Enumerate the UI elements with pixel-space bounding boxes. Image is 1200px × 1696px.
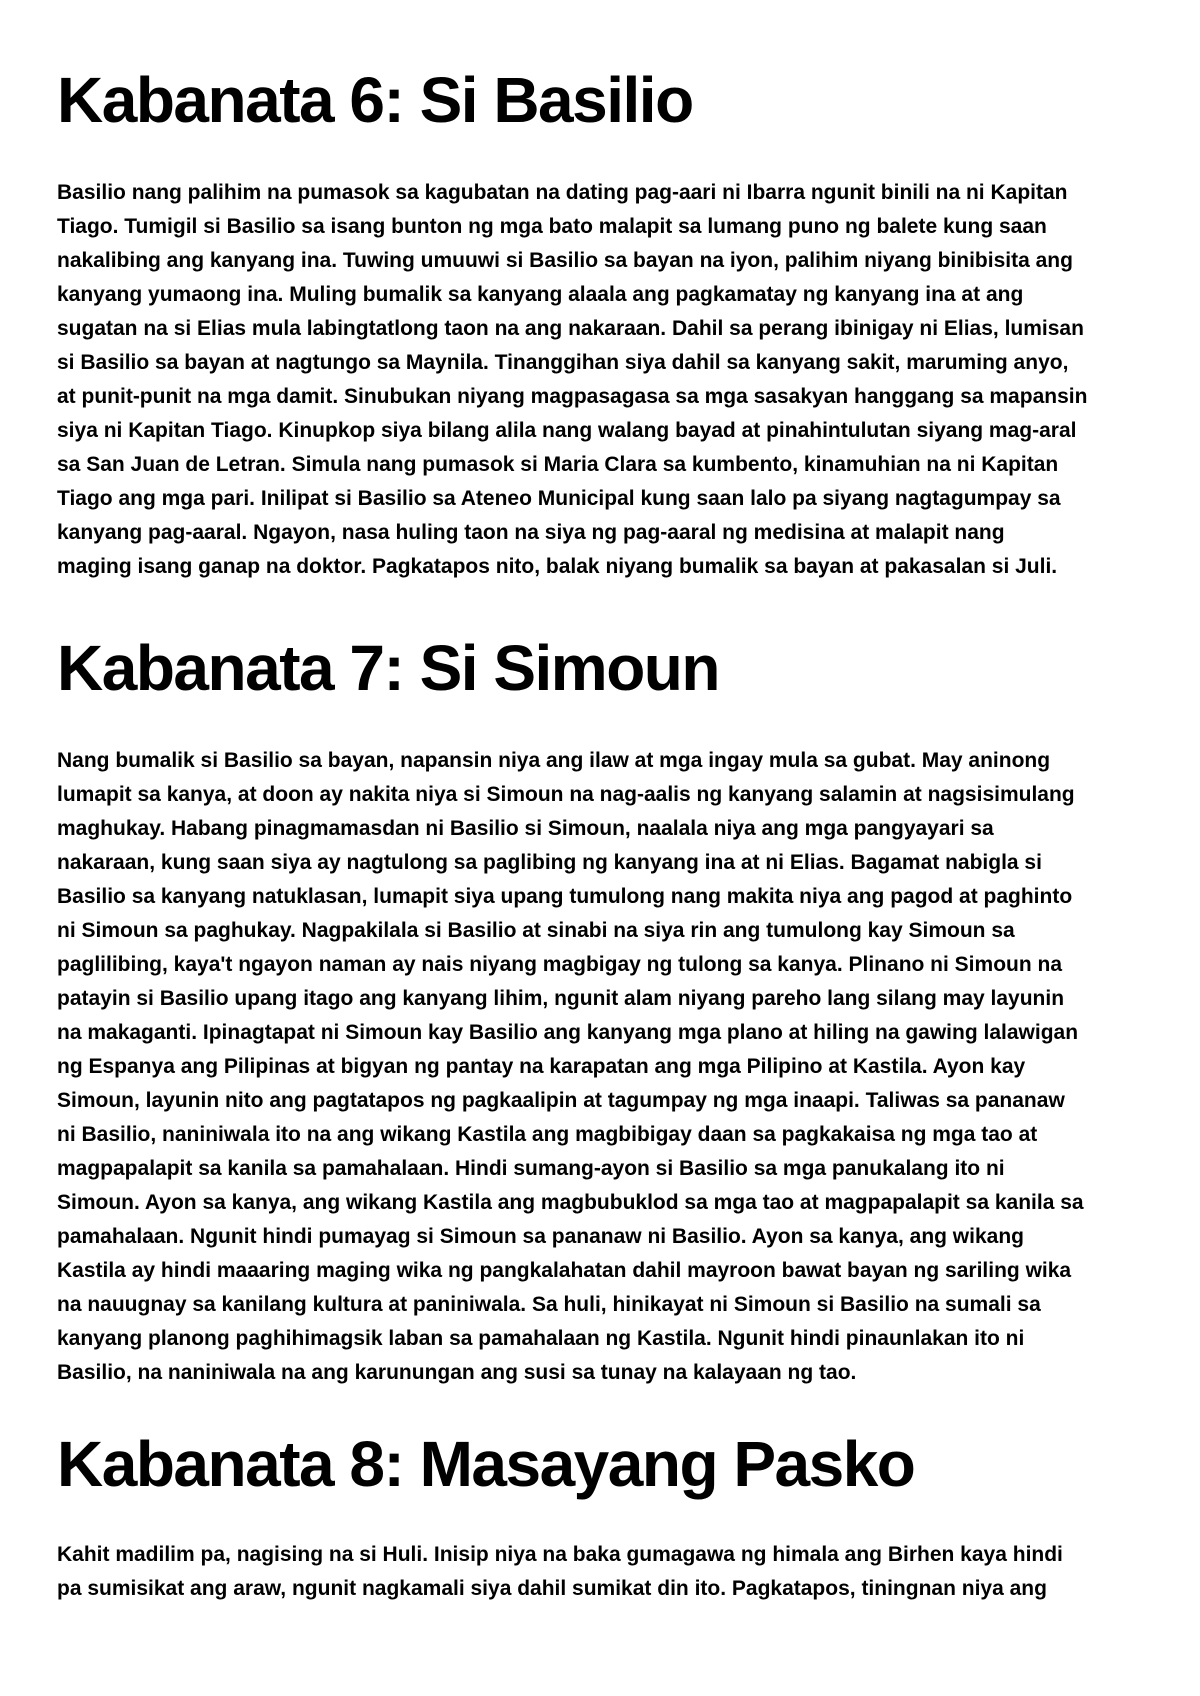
paragraph-line: nakaraan, kung saan siya ay nagtulong sa paglibing ng kanyang ina at ni Elias. Bagamat nabigla si [57, 851, 1042, 874]
paragraph-line: Kahit madilim pa, nagising na si Huli. Inisip niya na baka gumagawa ng himala ang Birhen kaya hindi [57, 1543, 1063, 1566]
paragraph-line: sugatan na si Elias mula labingtatlong taon na ang nakaraan. Dahil sa perang ibinigay ni Elias, lumisan [57, 317, 1084, 340]
chapter-8-paragraph [57, 1538, 1063, 1606]
chapter-6-paragraph [57, 176, 1087, 584]
paragraph-line: nakalibing ang kanyang ina. Tuwing umuuwi si Basilio sa bayan na iyon, palihim niyang binibisita ang [57, 249, 1073, 272]
paragraph-line: sa San Juan de Letran. Simula nang pumasok si Maria Clara sa kumbento, kinamuhian na ni Kapitan [57, 453, 1059, 476]
paragraph-line: Tiago ang mga pari. Inilipat si Basilio sa Ateneo Municipal kung saan lalo pa siyang nagtagumpay sa [57, 487, 1061, 510]
paragraph-line: Kastila ay hindi maaaring maging wika ng pangkalahatan dahil mayroon bawat bayan ng sariling wika [57, 1259, 1072, 1282]
paragraph-line: lumapit sa kanya, at doon ay nakita niya si Simoun na nag-aalis ng kanyang salamin at nagsisimulang [57, 783, 1075, 806]
paragraph-line: ni Simoun sa paghukay. Nagpakilala si Basilio at sinabi na siya rin ang tumulong kay Simoun sa [57, 919, 1015, 942]
paragraph-line: patayin si Basilio upang itago ang kanyang lihim, ngunit alam niyang pareho lang silang may layunin [57, 987, 1065, 1010]
chapter-8-heading: Kabanata 8: Masayang Pasko [57, 1428, 915, 1500]
paragraph-line: ng Espanya ang Pilipinas at bigyan ng pantay na karapatan ang mga Pilipino at Kastila. Ayon kay [57, 1055, 1026, 1078]
chapter-7-heading: Kabanata 7: Si Simoun [57, 632, 719, 704]
paragraph-line: si Basilio sa bayan at nagtungo sa Maynila. Tinanggihan siya dahil sa kanyang sakit, maruming anyo, [57, 351, 1069, 374]
paragraph-line: Simoun, layunin nito ang pagtatapos ng pagkaalipin at tagumpay ng mga inaapi. Taliwas sa pananaw [57, 1089, 1065, 1112]
paragraph-line: na nauugnay sa kanilang kultura at paniniwala. Sa huli, hinikayat ni Simoun si Basilio na sumali sa [57, 1293, 1041, 1316]
chapter-7-paragraph [57, 744, 1084, 1390]
paragraph-line: Tiago. Tumigil si Basilio sa isang bunton ng mga bato malapit sa lumang puno ng balete kung saan [57, 215, 1047, 238]
paragraph-line: pa sumisikat ang araw, ngunit nagkamali siya dahil sumikat din ito. Pagkatapos, tiningnan niya ang [57, 1577, 1047, 1600]
paragraph-line: maghukay. Habang pinagmamasdan ni Basilio si Simoun, naalala niya ang mga pangyayari sa [57, 817, 994, 840]
paragraph-line: Simoun. Ayon sa kanya, ang wikang Kastila ang magbubuklod sa mga tao at magpapalapit sa kanila sa [57, 1191, 1084, 1214]
paragraph-line: siya ni Kapitan Tiago. Kinupkop siya bilang alila nang walang bayad at pinahintulutan siyang mag-aral [57, 419, 1077, 442]
paragraph-line: maging isang ganap na doktor. Pagkatapos nito, balak niyang bumalik sa bayan at pakasalan si Juli. [57, 555, 1058, 578]
paragraph-line: Basilio nang palihim na pumasok sa kagubatan na dating pag-aari ni Ibarra ngunit binili na ni Kapitan [57, 181, 1068, 204]
paragraph-line: kanyang pag-aaral. Ngayon, nasa huling taon na siya ng pag-aaral ng medisina at malapit nang [57, 521, 1005, 544]
paragraph-line: Basilio, na naniniwala na ang karunungan ang susi sa tunay na kalayaan ng tao. [57, 1361, 857, 1384]
chapter-6-heading: Kabanata 6: Si Basilio [57, 64, 693, 136]
paragraph-line: na makaganti. Ipinagtapat ni Simoun kay Basilio ang kanyang mga plano at hiling na gawing lalawigan [57, 1021, 1079, 1044]
paragraph-line: pamahalaan. Ngunit hindi pumayag si Simoun sa pananaw ni Basilio. Ayon sa kanya, ang wikang [57, 1225, 1024, 1248]
paragraph-line: Basilio sa kanyang natuklasan, lumapit siya upang tumulong nang makita niya ang pagod at paghinto [57, 885, 1073, 908]
paragraph-line: Nang bumalik si Basilio sa bayan, napansin niya ang ilaw at mga ingay mula sa gubat. May aninong [57, 749, 1051, 772]
paragraph-line: kanyang planong paghihimagsik laban sa pamahalaan ng Kastila. Ngunit hindi pinaunlakan ito ni [57, 1327, 1025, 1350]
paragraph-line: magpapalapit sa kanila sa pamahalaan. Hindi sumang-ayon si Basilio sa mga panukalang ito ni [57, 1157, 1005, 1180]
paragraph-line: kanyang yumaong ina. Muling bumalik sa kanyang alaala ang pagkamatay ng kanyang ina at ang [57, 283, 1024, 306]
paragraph-line: ni Basilio, naniniwala ito na ang wikang Kastila ang magbibigay daan sa pagkakaisa ng mga tao at [57, 1123, 1038, 1146]
paragraph-line: at punit-punit na mga damit. Sinubukan niyang magpasagasa sa mga sasakyan hanggang sa mapansin [57, 385, 1088, 408]
paragraph-line: paglilibing, kaya't ngayon naman ay nais niyang magbigay ng tulong sa kanya. Plinano ni Simoun na [57, 953, 1063, 976]
